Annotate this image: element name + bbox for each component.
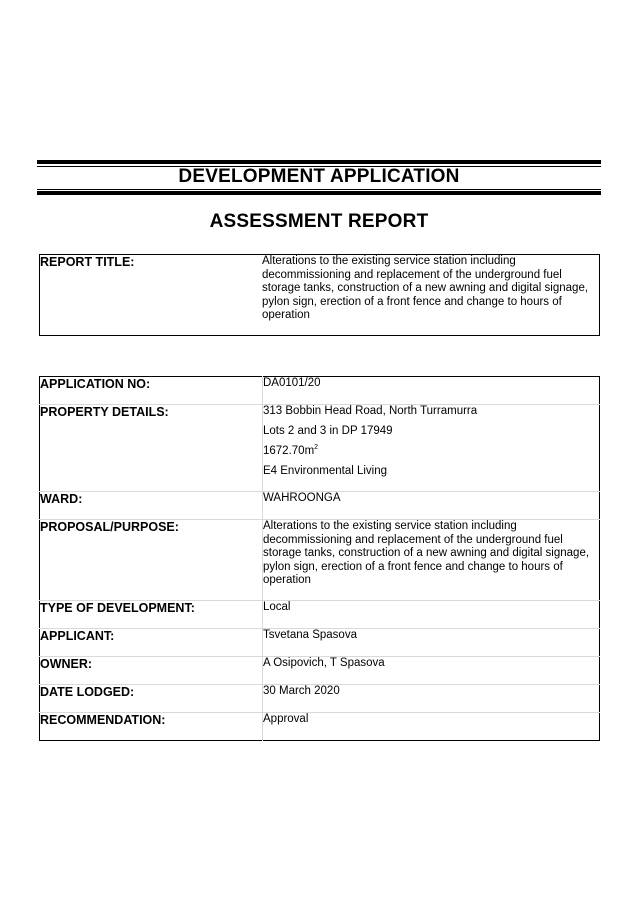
table-row: [40, 657, 600, 685]
applicant-label: APPLICANT:: [40, 629, 263, 657]
ward-value: WAHROONGA: [263, 492, 600, 520]
development-type-value: Local: [263, 601, 600, 629]
table-row: [40, 377, 600, 405]
property-area: [263, 445, 599, 459]
applicant-value: Tsvetana Spasova: [263, 629, 600, 657]
application-no-label: APPLICATION NO:: [40, 377, 151, 391]
owner-label: OWNER:: [40, 657, 263, 685]
report-subtitle: ASSESSMENT REPORT: [209, 211, 429, 232]
property-lots: Lots 2 and 3 in DP 17949: [263, 425, 393, 437]
table-row: [40, 601, 600, 629]
table-row: [40, 492, 600, 520]
table-row: [40, 629, 600, 657]
table-row: [40, 520, 600, 601]
report-title-value: Alterations to the existing service station including decommissioning and replacement of the underground fuel storage tanks, construction of a new awning and digital signage, pylon sign, erection of a front fence and change to hours of operation: [262, 255, 589, 321]
table-row: [40, 685, 600, 713]
recommendation-label: RECOMMENDATION:: [40, 713, 263, 741]
title-rule-bottom-thin: [37, 189, 601, 190]
report-title-label: REPORT TITLE:: [40, 255, 135, 269]
ward-label: WARD:: [40, 492, 263, 520]
application-no-value: DA0101/20: [263, 377, 600, 405]
property-area-value: 1672.70m: [263, 445, 315, 457]
date-lodged-value: 30 March 2020: [263, 685, 600, 713]
table-row: [40, 405, 600, 492]
property-details-label: PROPERTY DETAILS:: [40, 405, 263, 492]
property-zoning: E4 Environmental Living: [263, 465, 388, 477]
title-rule-bottom-thick: [37, 191, 601, 195]
development-type-label: TYPE OF DEVELOPMENT:: [40, 601, 263, 629]
date-lodged-label: DATE LODGED:: [40, 685, 263, 713]
application-details-table: [39, 376, 600, 741]
report-title-table: [39, 254, 600, 336]
title-rule-top-thick: [37, 160, 601, 164]
recommendation-value: Approval: [263, 713, 600, 741]
report-title-row: [40, 255, 600, 336]
property-area-unit-exponent: 2: [314, 444, 319, 452]
proposal-value: Alterations to the existing service station including decommissioning and replacement of the underground fuel storage tanks, construction of a new awning and digital signage, pylon sign, erection of a front fence and change to hours of operation: [263, 520, 600, 601]
document-title: DEVELOPMENT APPLICATION: [178, 166, 460, 187]
owner-value: A Osipovich, T Spasova: [263, 657, 600, 685]
table-row: [40, 713, 600, 741]
proposal-label: PROPOSAL/PURPOSE:: [40, 520, 263, 601]
property-address: 313 Bobbin Head Road, North Turramurra: [263, 405, 478, 417]
property-details-value: [263, 405, 600, 492]
